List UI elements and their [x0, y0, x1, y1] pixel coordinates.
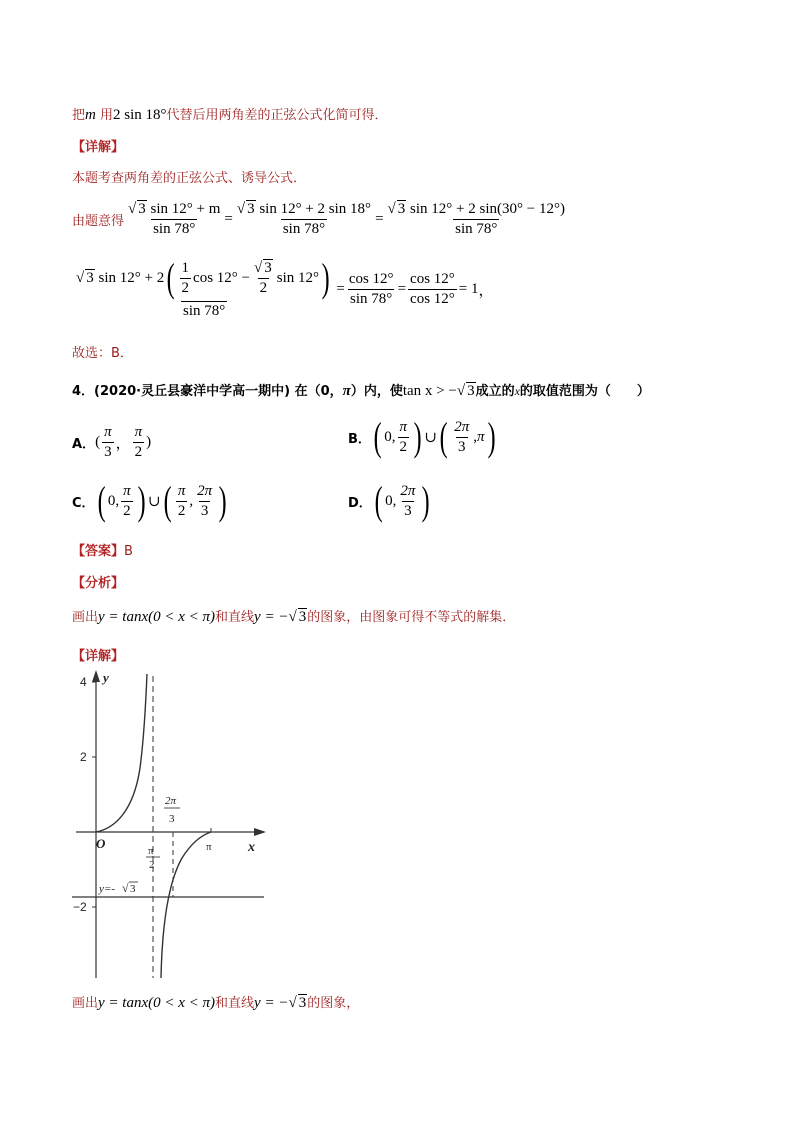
- fraction-2: $\frac{√ 3 \sin 12^\circ + 2 \sin 18^\circ}{\sin 78^\circ}$: [236, 201, 372, 237]
- intro-text-c: 代替后用两角差的正弦公式化简可得．: [166, 108, 388, 123]
- equation-lead: 由题意得: [72, 213, 125, 229]
- line-label: y=-: [99, 883, 115, 895]
- fraction-4: √ 3 sin 12° + 2 ( $\frac{1}{2}$ cos 12° − $\frac{√ 3}{2}$ sin 12° ) sin 78°: [76, 255, 330, 319]
- two-pi-den: 3: [169, 813, 175, 825]
- fraction-6: $\frac{\cos 12^\circ}{\cos 12^\circ}$: [410, 270, 455, 307]
- x-axis-label: x: [248, 840, 255, 855]
- origin-label: O: [96, 836, 106, 851]
- y-tick-neg2: −2: [73, 900, 87, 914]
- answer-line: [72, 540, 133, 559]
- svg-text:√: √: [122, 881, 129, 895]
- option-b-label: B．: [348, 431, 371, 447]
- question-4: 4．(2020·灵丘县豪洋中学高一期中) 在（0，π）内，使tan x > −√ 3成立的x的取值范围为（ ）: [72, 383, 650, 399]
- option-a[interactable]: A． ( $\frac{\pi}{3}$ ， $\frac{\pi}{2}$ ): [72, 424, 152, 460]
- y-tick-4: 4: [80, 675, 87, 689]
- option-c[interactable]: C． ( 0 , $\frac{\pi}{2}$ ) ∪ ( $\frac{\pi}{2}$ , $\frac{2\pi}{3}$ ): [72, 478, 227, 523]
- topic-line: 本题考查两角差的正弦公式、诱导公式．: [72, 171, 307, 186]
- y-axis-arrow: [92, 670, 100, 682]
- tan-curve-left: [96, 674, 147, 832]
- two-pi-num: 2π: [165, 795, 177, 807]
- fraction-1: $\frac{√ 3 \sin 12^\circ + m}{\sin 78^\circ}$: [128, 201, 221, 237]
- analysis-heading: 【分析】: [72, 576, 125, 591]
- intro-expr: 2 sin 18°: [113, 107, 167, 123]
- x-axis-arrow: [254, 828, 266, 836]
- pi-half-den: 2: [149, 859, 155, 871]
- intro-text-a: 把: [72, 108, 86, 123]
- tangent-graph: [72, 668, 272, 983]
- final-line: 画出y = tanx(0 < x < π)和直线y = −√ 3的图象，: [72, 995, 360, 1011]
- analysis-line: 画出y = tanx(0 < x < π)和直线y = −√ 3的图象，由图象可得不等式的解集．: [72, 609, 516, 625]
- choice-line: 故选：B．: [72, 346, 133, 361]
- fraction-5: $\frac{\cos 12^\circ}{\sin 78^\circ}$: [348, 270, 394, 307]
- intro-text-b: 用: [100, 108, 114, 123]
- fraction-3: $\frac{√ 3 \sin 12^\circ + 2 \sin(30^\circ - 12^\circ)}{\sin 78^\circ}$: [387, 201, 565, 237]
- question-label: 4．(2020·灵丘县豪洋中学高一期中) 在（0，: [72, 384, 343, 399]
- answer-value: B: [124, 544, 133, 559]
- tan-curve-right: [161, 832, 211, 978]
- option-d-label: D．: [348, 495, 372, 511]
- equals-one: = 1: [458, 280, 479, 297]
- option-d[interactable]: D． ( 0 , $\frac{2\pi}{3}$ ): [348, 478, 431, 523]
- intro-line: [72, 104, 388, 124]
- detail-heading-2: 【详解】: [72, 649, 125, 664]
- option-a-label: A．: [72, 437, 96, 452]
- equation-line-2: √ 3 sin 12° + 2 ( $\frac{1}{2}$ cos 12° − $\frac{√ 3}{2}$ sin 12° ) sin 78° = $\frac{\cos 12^\circ}{\sin 78^\circ}$ = $\frac{\cos 12^\circ}{\cos 12^\circ}$ = 1 ，: [76, 255, 494, 319]
- y-axis-label: y: [103, 670, 109, 685]
- line-sqrt-arg: 3: [130, 883, 136, 895]
- option-b[interactable]: B． ( 0 , $\frac{\pi}{2}$ ) ∪ ( $\frac{2\pi}{3}$ , π ): [348, 414, 496, 459]
- option-c-label: C．: [72, 495, 95, 511]
- pi-label: π: [206, 841, 212, 853]
- y-tick-2: 2: [80, 750, 87, 764]
- pi-half-num: π: [148, 845, 154, 857]
- equation-line-1: 由题意得 $\frac{√ 3 \sin 12^\circ + m}{\sin 78^\circ}$ = $\frac{√ 3 \sin 12^\circ + 2 \sin 18^\circ}{\sin 78^\circ}$ = $\frac{√ 3 \sin 12^\circ + 2 \sin(30^\circ - 12^\circ)}{\sin 78^\circ}$: [72, 201, 565, 237]
- detail-heading: 【详解】: [72, 140, 125, 155]
- answer-heading: 【答案】: [72, 544, 125, 559]
- intro-var-m: m: [85, 107, 96, 123]
